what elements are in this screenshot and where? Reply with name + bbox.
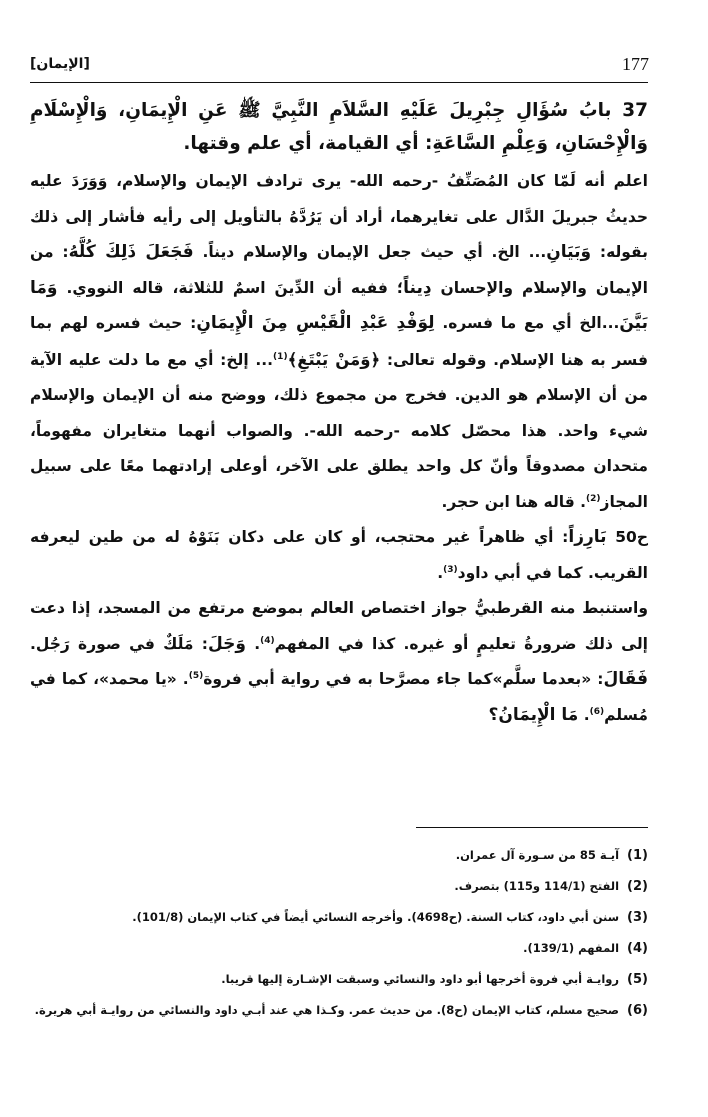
text-run: . قاله هنا ابن حجر. xyxy=(441,492,587,511)
keyword: وَجَلَ xyxy=(207,633,246,654)
page-number: 177 xyxy=(622,54,649,74)
text-run: : حيث فسره لهم بما فسر به هنا الإسلام. وقوله تعالى: xyxy=(30,314,648,369)
footnote-text: آيـة 85 من سـورة آل عمران. xyxy=(455,848,620,862)
footnote-item xyxy=(30,995,648,1026)
page-body xyxy=(30,94,648,733)
paragraph-2 xyxy=(30,520,648,591)
text-run: : مَلَكٌ في صورة رَجُل. xyxy=(30,634,208,653)
footnote-text: صحيح مسلم، كتاب الإيمان (ح8). من حديث عمر. وكـذا هي عند أبـي داود والنسائي من روايـة أبي هريرة. xyxy=(34,1003,620,1017)
keyword: وَمَا بَيَّنَ xyxy=(30,277,648,333)
footnote-number: (6) xyxy=(627,1003,648,1018)
paragraph-1 xyxy=(30,164,648,520)
footnote-number: (5) xyxy=(627,972,648,987)
footnote-text: المفهم (139/1). xyxy=(523,941,620,955)
footnote-item xyxy=(30,840,648,871)
footnote-item xyxy=(30,902,648,933)
footnotes xyxy=(30,840,648,1026)
footnote-item xyxy=(30,871,648,902)
text-run: : «بعدما سلَّم»كما جاء مصرَّحا به في رواية أبي فروة xyxy=(203,670,604,688)
footnote-item xyxy=(30,933,648,964)
footnote-number: (2) xyxy=(627,879,648,894)
footnote-text: روايـة أبي فروة أخرجها أبو داود والنسائي وسبقت الإشـارة إليها قريبا. xyxy=(221,972,620,986)
footnote-ref: (2) xyxy=(586,493,601,504)
text-run: . xyxy=(437,563,444,582)
footnote-ref: (4) xyxy=(260,635,275,646)
text-run: ؛ ففيه أن الدِّينَ اسمٌ للثلاثة، قاله النووي. xyxy=(66,278,404,297)
keyword: بَارِزاً xyxy=(568,527,607,547)
header-rule xyxy=(30,82,648,83)
footnote-item xyxy=(30,964,648,995)
text-run: ... الخ. أي حيث جعل الإيمان والإسلام ديناً. xyxy=(202,243,547,261)
footnote-ref: (6) xyxy=(589,706,605,717)
footnote-ref: (5) xyxy=(188,670,204,681)
footnote-number: (4) xyxy=(627,941,648,956)
text-run: ... إلخ: أي مع ما دلت عليه الآية من أن الإسلام هو الدين. فخرج من مجموع ذلك، ووضح منه أن الإيمان والإسلام شيء واحد. هذا محصّل كلامه -رحمه الله-. والصواب أنهما متغايران مفهوماً، متحدان مصدوقاً وأنّ كل واحد يطلق على الآخر، أوعلى إرادتهما معًا على سبيل المجاز xyxy=(30,350,648,511)
chapter-title xyxy=(30,94,648,160)
text-run: . «يا محمد»، كما في مُسلم xyxy=(30,670,648,724)
footnote-number: (1) xyxy=(627,848,648,863)
keyword: لِوَفْدِ عَبْدِ الْقَيْسِ مِنَ الْإِيمَانِ xyxy=(196,313,435,333)
keyword: دِيناً xyxy=(403,277,432,298)
text-run: واستنبط منه القرطبيُّ جواز اختصاص العالم بموضع مرتفع من المسجد، إذا دعت إلى ذلك ضرورةُ تعليمٍ أو غيره. كذا في المفهم xyxy=(30,599,648,653)
footnote-text: الفتح (114/1 و115) بتصرف. xyxy=(454,879,620,893)
text-run: : من الإيمان والإسلام والإحسان xyxy=(30,243,648,297)
keyword: فَقَالَ xyxy=(603,669,648,689)
text-run: ...الخ أي مع ما فسره. xyxy=(442,314,620,332)
text-run: : أي ظاهراً غير محتجب، أو كان على دكان بَنَوْهُ له من طين ليعرفه القريب. كما في أبي داود xyxy=(30,528,648,582)
keyword: مَا الْإِيمَانُ؟ xyxy=(488,704,579,725)
running-head: [الإيمان] xyxy=(30,56,90,72)
footnote-ref: (1) xyxy=(273,351,288,362)
text-run: . xyxy=(583,705,590,724)
keyword: وَبَيَانِ xyxy=(546,242,592,262)
hadith-number: ح50 xyxy=(615,528,648,546)
text-run: . xyxy=(254,634,261,653)
keyword: فَجَعَلَ ذَلِكَ كُلَّهُ xyxy=(68,242,194,262)
page-header xyxy=(30,52,648,86)
footnote-number: (3) xyxy=(627,910,648,925)
chapter-title-line-2: وَعِلْمِ السَّاعَةِ: أي القيامة، أي علم وقتها. xyxy=(183,133,548,154)
quran-quote: ﴿وَمَنْ يَبْتَغِ﴾ xyxy=(287,349,381,369)
footnote-separator xyxy=(416,827,648,828)
chapter-title-line-1: 37 بابُ سُؤَالِ جِبْرِيلَ عَلَيْهِ السَّلاَمِ النَّبِيَّ ﷺ عَنِ الْإِيمَانِ، وَالْإِسْلَامِ وَالْإِحْسَانِ، xyxy=(30,100,648,154)
footnote-ref: (3) xyxy=(443,564,458,575)
paragraph-3 xyxy=(30,591,648,733)
text-run: اعلم أنه لَمّا كان المُصَنِّفُ -رحمه الله- يرى ترادف الإيمان والإسلام، وَوَرَدَ عليه حديثُ جبريلَ الدَّال على تغايرهما، أراد أن يَرُدَّهُ بالتأويل إلى رأيه فأشار إلى ذلك بقوله: xyxy=(30,172,649,261)
footnote-text: سنن أبي داود، كتاب السنة. (ح4698). وأخرجه النسائي أيضاً في كتاب الإيمان (101/8). xyxy=(132,910,620,924)
